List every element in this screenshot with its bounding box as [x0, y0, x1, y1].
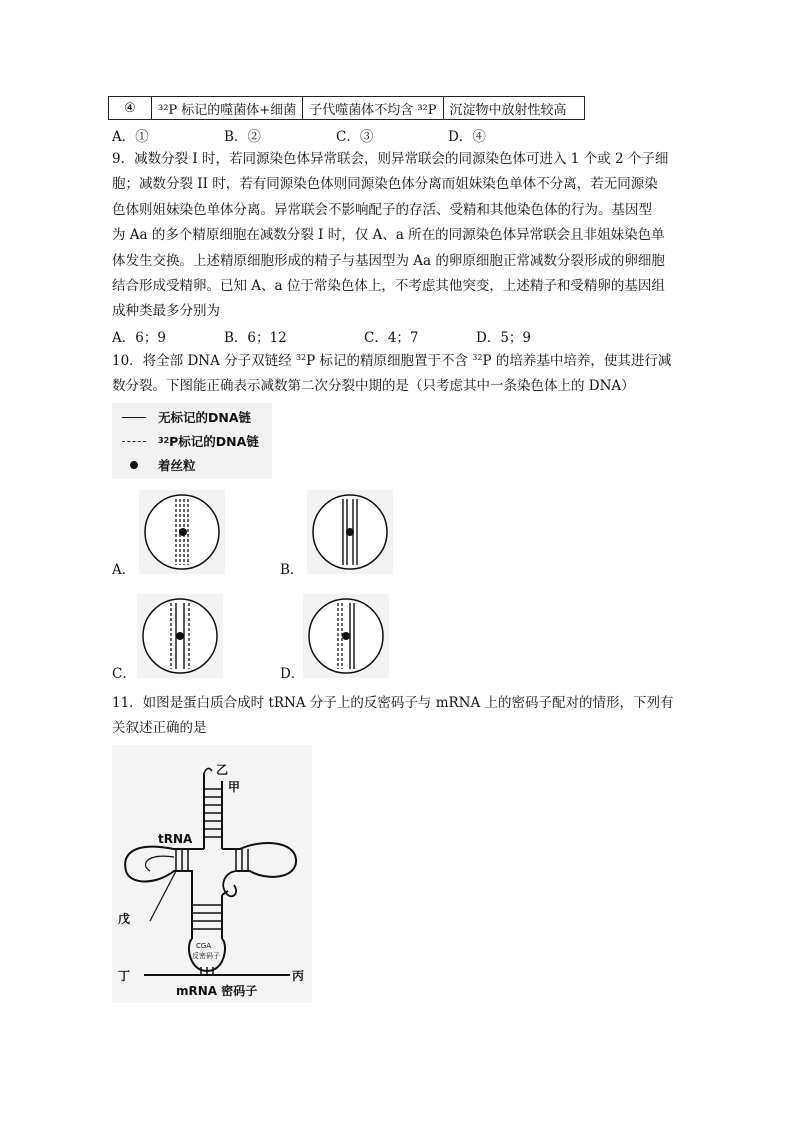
cell-diagram-c [137, 594, 223, 678]
q9-options [112, 326, 588, 346]
dashed-line-icon [122, 441, 146, 442]
label-cga: CGA [196, 942, 212, 950]
legend-row-labeled: 32 P标记的DNA链 [122, 431, 259, 451]
cell-diagram-d [303, 594, 389, 678]
q11-line-1: 11．如图是蛋白质合成时 tRNA 分子上的反密码子与 mRNA 上的密码子配对的情形，下列有 [112, 695, 674, 711]
trna-diagram [112, 745, 312, 1003]
q10-option-d[interactable]: D． [280, 666, 305, 682]
q8-option-b[interactable]: B．② [224, 129, 261, 145]
legend-row-unlabeled [122, 407, 251, 427]
q10-option-a[interactable]: A． [112, 562, 136, 578]
q9-line-6: 结合形成受精卵。已知 A、a 位于常染色体上，不考虑其他突变，上述精子和受精卵的基因组 [112, 278, 665, 294]
q9-line-2: 胞；减数分裂 II 时，若有同源染色体则同源染色体分离而姐妹染色单体不分离，若无同源染 [112, 176, 658, 192]
legend-unlabeled-text: 无标记的DNA链 [158, 410, 252, 425]
q9-option-a[interactable]: A．6；9 [112, 330, 166, 346]
q9-line-3: 色体则姐妹染色单体分离。异常联会不影响配子的存活、受精和其他染色体的行为。基因型 [112, 202, 652, 218]
q10-option-b[interactable]: B． [280, 562, 304, 578]
legend-row-centromere [122, 455, 196, 475]
q10-legend [112, 403, 272, 479]
q9-option-d[interactable]: D．5；9 [476, 330, 532, 346]
q9-line-5: 体发生交换。上述精原细胞形成的精子与基因型为 Aa 的卵原细胞正常减数分裂形成的卵细胞 [112, 253, 665, 269]
table-row [109, 97, 585, 120]
table-cell-index: ④ [109, 97, 152, 120]
q8-options [112, 125, 560, 145]
q9-line-7: 成种类最多分别为 [112, 303, 220, 319]
label-ding: 丁 [118, 969, 131, 983]
centromere-dot-icon [130, 461, 138, 469]
label-jia: 甲 [228, 780, 241, 794]
q11-line-2: 关叙述正确的是 [112, 720, 207, 736]
legend-centromere-text: 着丝粒 [158, 458, 196, 473]
label-bing: 丙 [292, 969, 305, 983]
q9-line-4: 为 Aa 的多个精原细胞在减数分裂 I 时，仅 A、a 所在的同源染色体异常联会且非姐妹染色单 [112, 227, 665, 243]
cell-diagram-a [139, 490, 225, 574]
q10-line-1-a: 10．将全部 DNA 分子双链经 [112, 353, 296, 369]
label-yi: 乙 [216, 763, 229, 777]
q9-line-1: 9．减数分裂 I 时，若同源染色体异常联会，则异常联会的同源染色体可进入 1 个或 2 个子细 [112, 151, 669, 167]
table-cell-observation: 沉淀物中放射性较高 [443, 97, 584, 120]
q10-sup-1: 32 [295, 353, 307, 362]
cell-c-icon [137, 594, 223, 678]
cell-diagram-b [307, 490, 393, 574]
experiment-table [108, 96, 585, 120]
cell-a-icon [139, 490, 225, 574]
trna-structure-icon [112, 745, 312, 1003]
cell-b-icon [307, 490, 393, 574]
table-cell-result: 子代噬菌体不均含 ³²P [303, 97, 443, 120]
q8-option-a[interactable]: A．① [112, 129, 149, 145]
q10-line-1-b: P 标记的精原细胞置于不含 [306, 353, 473, 369]
label-trna: tRNA [158, 832, 193, 846]
q10-sup-2: 32 [472, 353, 483, 362]
q10-line-1-c: P 的培养基中培养，使其进行减 [482, 353, 672, 369]
label-codon: mRNA 密码子 [176, 984, 258, 998]
q10-line-2: 数分裂。下图能正确表示减数第二次分裂中期的是（只考虑其中一条染色体上的 DNA） [112, 378, 635, 394]
cell-d-icon [303, 594, 389, 678]
q10-line-1 [112, 351, 671, 371]
label-wu: 戊 [118, 912, 131, 926]
legend-labeled-text: P标记的DNA链 [169, 434, 259, 449]
q9-option-c[interactable]: C．4；7 [364, 330, 419, 346]
q10-option-c[interactable]: C． [112, 666, 136, 682]
table-cell-material: ³²P 标记的噬菌体+细菌 [152, 97, 303, 120]
label-anticodon: 反密码子 [192, 952, 220, 960]
q8-option-d[interactable]: D．④ [448, 129, 486, 145]
q8-option-c[interactable]: C．③ [336, 129, 374, 145]
q9-option-b[interactable]: B．6；12 [224, 330, 287, 346]
solid-line-icon [122, 417, 146, 418]
